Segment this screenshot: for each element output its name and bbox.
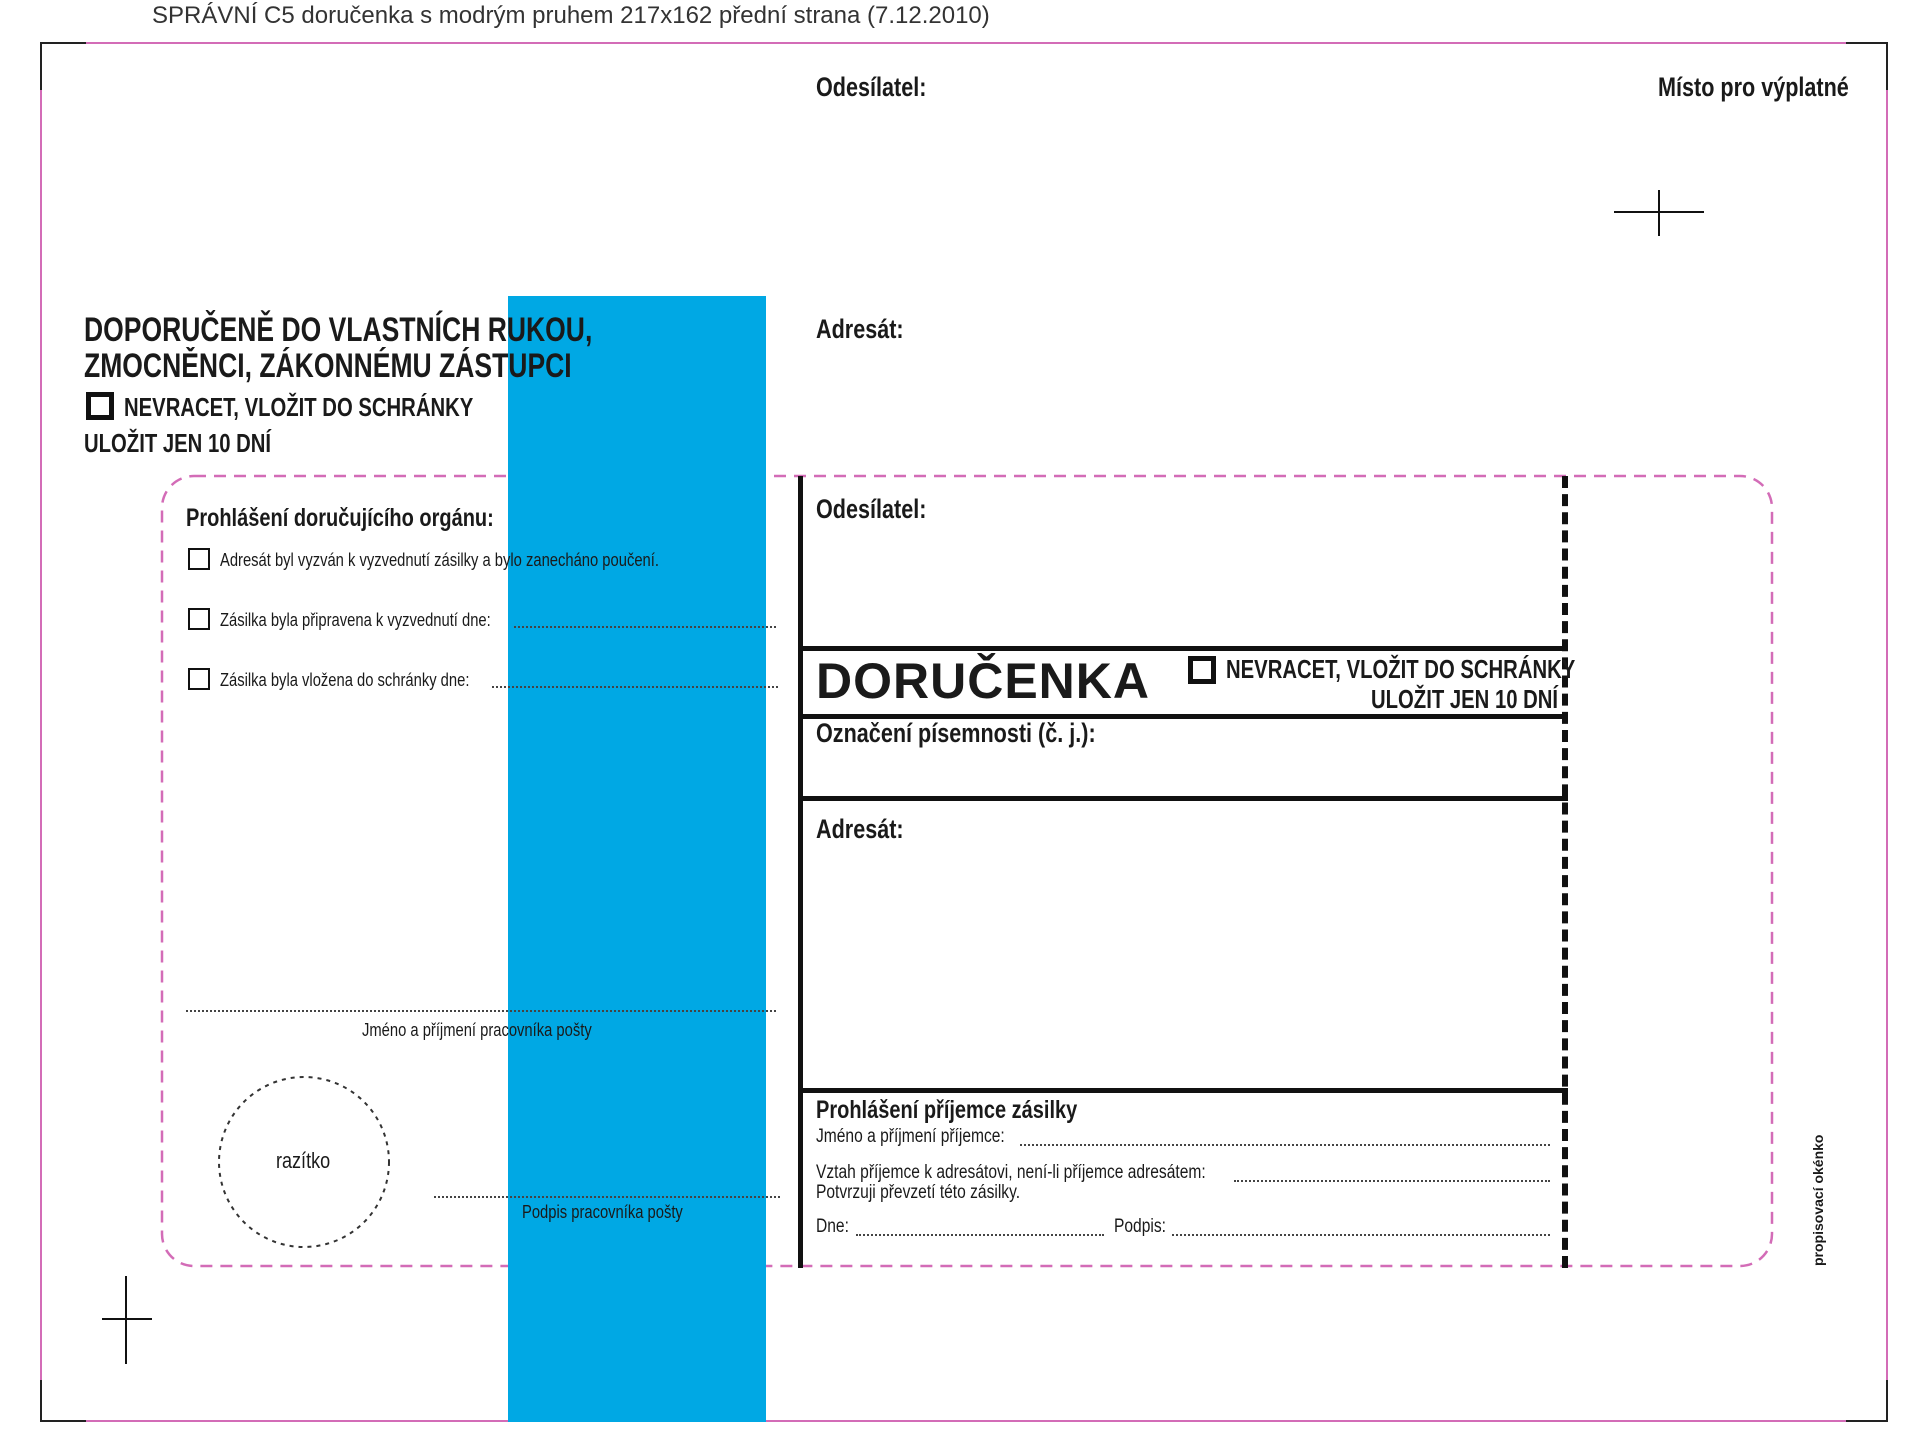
worker-signature-line[interactable] <box>434 1194 780 1198</box>
signature-line[interactable] <box>1172 1232 1550 1236</box>
organ-item-2: Zásilka byla připravena k vyzvednutí dne: <box>220 610 491 630</box>
crosshair-mark-bottom-left <box>102 1276 152 1364</box>
receipt-divider-1 <box>800 646 1568 651</box>
worker-signature-label: Podpis pracovníka pošty <box>522 1202 683 1222</box>
date-label: Dne: <box>816 1216 849 1237</box>
recipient-declaration-heading: Prohlášení příjemce zásilky <box>816 1096 1078 1124</box>
receipt-left-border <box>798 476 803 1268</box>
organ-declaration-heading: Prohlášení doručujícího orgánu: <box>186 504 494 532</box>
trim-line-left <box>40 90 42 1380</box>
carbon-window-label: propisovací okénko <box>1810 1134 1826 1266</box>
worker-name-line[interactable] <box>186 1008 776 1012</box>
date-line[interactable] <box>856 1232 1104 1236</box>
trim-line-right <box>1886 90 1888 1380</box>
nevracet-checkbox[interactable] <box>86 392 114 420</box>
signature-label: Podpis: <box>1114 1216 1166 1237</box>
receipt-nevracet-checkbox[interactable] <box>1188 656 1216 684</box>
prepared-date-line[interactable] <box>514 624 776 628</box>
envelope-addressee-label: Adresát: <box>816 314 904 344</box>
mailbox-date-line[interactable] <box>492 684 778 688</box>
confirm-receipt-label: Potvrzuji převzetí této zásilky. <box>816 1182 1021 1203</box>
receipt-title: DORUČENKA <box>816 653 1150 709</box>
receipt-divider-4 <box>800 1088 1568 1093</box>
crosshair-mark-top-right <box>1614 190 1704 240</box>
registered-mail-title-line1: DOPORUČENĚ DO VLASTNÍCH RUKOU, <box>84 311 593 349</box>
nevracet-option-label: NEVRACET, VLOŽIT DO SCHRÁNKY <box>124 392 474 422</box>
receipt-sender-label: Odesílatel: <box>816 494 927 524</box>
recipient-relation-label: Vztah příjemce k adresátovi, není-li příjemce adresátem: <box>816 1162 1206 1183</box>
organ-checkbox-2[interactable] <box>188 608 210 630</box>
recipient-name-label: Jméno a příjmení příjemce: <box>816 1126 1005 1147</box>
envelope-sender-label: Odesílatel: <box>816 72 927 102</box>
organ-checkbox-3[interactable] <box>188 668 210 690</box>
organ-item-1: Adresát byl vyzván k vyzvednutí zásilky a bylo zanecháno poučení. <box>220 550 659 570</box>
organ-item-3: Zásilka byla vložena do schránky dne: <box>220 670 470 690</box>
postage-area-label: Místo pro výplatné <box>1658 72 1849 102</box>
tear-off-outline <box>150 470 1784 1272</box>
ulozit-option-label: ULOŽIT JEN 10 DNÍ <box>84 428 272 458</box>
receipt-nevracet-label: NEVRACET, VLOŽIT DO SCHRÁNKY <box>1226 654 1576 684</box>
trim-line-top <box>86 42 1846 44</box>
receipt-perforation <box>1562 476 1568 1268</box>
recipient-name-line[interactable] <box>1020 1142 1550 1146</box>
organ-checkbox-1[interactable] <box>188 548 210 570</box>
stamp-label: razítko <box>276 1148 331 1173</box>
recipient-relation-line[interactable] <box>1234 1178 1550 1182</box>
receipt-divider-3 <box>800 796 1568 801</box>
blue-stripe <box>508 296 766 1422</box>
document-caption: SPRÁVNÍ C5 doručenka s modrým pruhem 217x162 přední strana (7.12.2010) <box>152 2 990 29</box>
receipt-ulozit-label: ULOŽIT JEN 10 DNÍ <box>1371 684 1559 714</box>
worker-name-label: Jméno a příjmení pracovníka pošty <box>362 1020 592 1040</box>
trim-line-bottom <box>86 1420 1846 1422</box>
registered-mail-title-line2: ZMOCNĚNCI, ZÁKONNÉMU ZÁSTUPCI <box>84 347 572 385</box>
document-ref-label: Označení písemnosti (č. j.): <box>816 718 1096 748</box>
receipt-addressee-label: Adresát: <box>816 814 904 844</box>
